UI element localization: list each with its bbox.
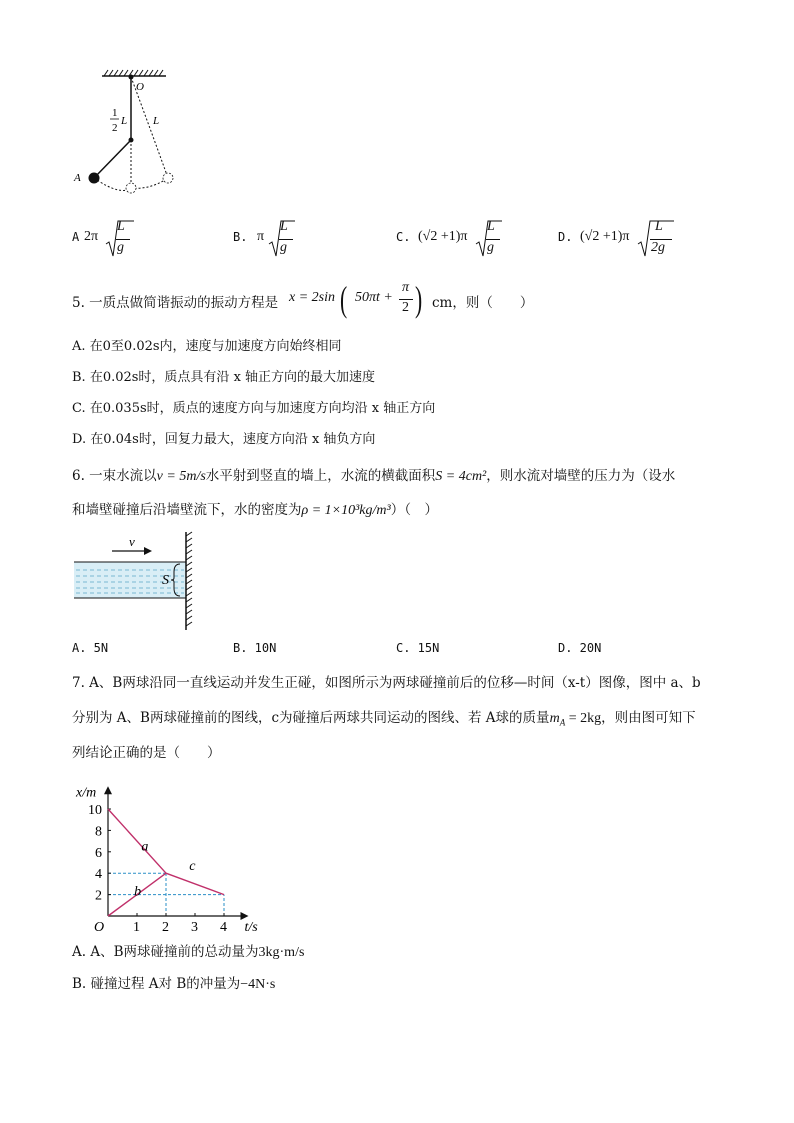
q5-stem (72, 280, 532, 320)
option-coef: 2π (84, 229, 99, 244)
q6-density: ρ = 1×10³kg/m³ (301, 503, 391, 518)
y-tick-label: 10 (88, 803, 102, 818)
label-a: A (74, 172, 81, 184)
ball-lowest (126, 183, 136, 193)
q6-option-c: C. 15N (396, 641, 440, 655)
q7-stem-line-2 (72, 706, 696, 728)
velocity-label: v (129, 534, 135, 549)
q5-stem-prefix: 5. 一质点做简谐振动的振动方程是 (72, 295, 279, 311)
q4-option-c (396, 218, 536, 262)
label-half-denominator: 2 (112, 122, 118, 134)
q6-velocity: v = 5m/s (156, 469, 206, 484)
q7-stem-text: 分别为 A、B两球碰撞前的图线，c为碰撞后两球共同运动的图线、若 A球的质量 (72, 710, 550, 726)
left-paren: ( (340, 279, 348, 319)
y-axis-label: x/m (76, 785, 97, 801)
label-half-l: L (121, 115, 128, 127)
pendulum-figure (70, 68, 190, 198)
fraction-denominator: g (117, 240, 124, 255)
series-label-a: a (141, 839, 149, 855)
option-letter: D. (558, 230, 573, 244)
y-tick-label: 8 (95, 824, 102, 840)
ceiling-hatch (104, 70, 163, 76)
fraction-denominator: 2g (651, 240, 665, 255)
wall-hatch (186, 532, 192, 626)
ball-a (89, 173, 100, 184)
q6-option-a: A. 5N (72, 641, 109, 655)
swung-string (94, 140, 131, 178)
q4-option-a (72, 218, 212, 262)
x-tick-label: 1 (133, 920, 140, 935)
fraction-numerator: L (117, 219, 125, 234)
y-axis-arrow (104, 786, 112, 794)
peg-point (129, 138, 134, 143)
q7-option-b-text: B. 碰撞过程 A对 B的冲量为 (72, 976, 241, 992)
q5-option-c: C. 在0.035s时，质点的速度方向与加速度方向均沿 x 轴正方向 (72, 401, 436, 416)
x-axis-label: t/s (244, 920, 258, 935)
q7-option-b (72, 972, 275, 993)
q4-option-d (558, 218, 708, 262)
option-letter: B. (233, 230, 248, 244)
fraction-numerator: L (280, 219, 288, 234)
option-coef: π (257, 229, 265, 244)
q5-option-d: D. 在0.04s时，回复力最大，速度方向沿 x 轴负方向 (72, 432, 376, 447)
fraction-numerator: L (655, 219, 663, 234)
q6-stem-text: 水平射到竖直的墙上，水流的横截面积 (205, 468, 436, 484)
y-tick-label: 2 (95, 888, 102, 904)
series-label-b: b (134, 884, 142, 900)
x-tick-label: 3 (191, 920, 198, 935)
label-half-numerator: 1 (112, 107, 118, 119)
option-letter: C. (396, 230, 411, 244)
option-coef: (√2 +1)π (580, 229, 630, 244)
q7-option-a-text: A. A、B两球碰撞前的总动量为 (72, 944, 259, 960)
fraction-numerator: L (487, 219, 495, 234)
q4-option-b (233, 218, 373, 262)
x-tick-label: 2 (162, 920, 169, 935)
y-tick-label: 6 (95, 845, 102, 861)
water-stream (74, 562, 186, 598)
q5-option-a: A. 在0至0.02s内，速度与加速度方向始终相同 (72, 339, 342, 354)
q7-option-a (72, 940, 304, 961)
q7-mass-value: = 2kg (565, 711, 602, 726)
q6-stem-text: ，则水流对墙壁的压力为（设水 (486, 468, 676, 484)
q7-option-b-value: −4N·s (240, 977, 276, 992)
option-letter: A (72, 230, 80, 244)
q7-stem-text: ，则由图可知下 (601, 710, 696, 726)
label-l: L (153, 115, 160, 127)
pivot-point (129, 75, 134, 80)
fraction-denominator: g (487, 240, 494, 255)
velocity-arrowhead (144, 547, 152, 555)
q6-stem-text: 和墙壁碰撞后沿墙壁流下，水的密度为 (72, 502, 302, 518)
q7-stem-line-3: 列结论正确的是（ ） (72, 745, 221, 761)
series-line-c (166, 873, 224, 894)
xt-chart (72, 770, 272, 936)
right-paren: ) (415, 279, 423, 319)
area-label: S (162, 573, 169, 588)
q5-frac-denominator: 2 (402, 300, 409, 315)
q6-stem-line-2 (72, 498, 438, 519)
y-tick-label: 4 (95, 867, 102, 883)
q5-stem-suffix: cm，则（ ） (432, 295, 534, 311)
q6-area: S = 4cm² (435, 469, 487, 484)
q5-equation-inner: 50πt + (355, 290, 393, 305)
q7-stem-line-1: 7. A、B两球沿同一直线运动并发生正碰，如图所示为两球碰撞前后的位移—时间（x-t）图像，图中 a、b (72, 675, 701, 691)
series-line-a (108, 809, 166, 873)
q7-mass-subscript: A (559, 717, 566, 728)
label-o: O (136, 81, 144, 93)
q6-option-b: B. 10N (233, 641, 277, 655)
q6-option-d: D. 20N (558, 641, 602, 655)
q6-stem-text: 6. 一束水流以 (72, 468, 157, 484)
q5-frac-numerator: π (402, 280, 410, 295)
q6-stem-text: ）（ ） (390, 502, 438, 518)
series-label-c: c (189, 858, 196, 874)
q7-mass-symbol: m (549, 711, 560, 726)
ball-right (163, 173, 173, 183)
water-jet-figure (72, 530, 202, 632)
q5-equation-lhs: x = 2sin (289, 290, 335, 305)
q6-stem-line-1 (72, 464, 675, 485)
origin-label: O (94, 920, 105, 935)
x-axis-arrow (241, 912, 249, 920)
q7-option-a-value: 3kg·m/s (258, 945, 305, 960)
option-coef: (√2 +1)π (418, 229, 468, 244)
x-tick-label: 4 (220, 920, 227, 935)
fraction-denominator: g (280, 240, 287, 255)
q5-option-b: B. 在0.02s时，质点具有沿 x 轴正方向的最大加速度 (72, 370, 376, 385)
